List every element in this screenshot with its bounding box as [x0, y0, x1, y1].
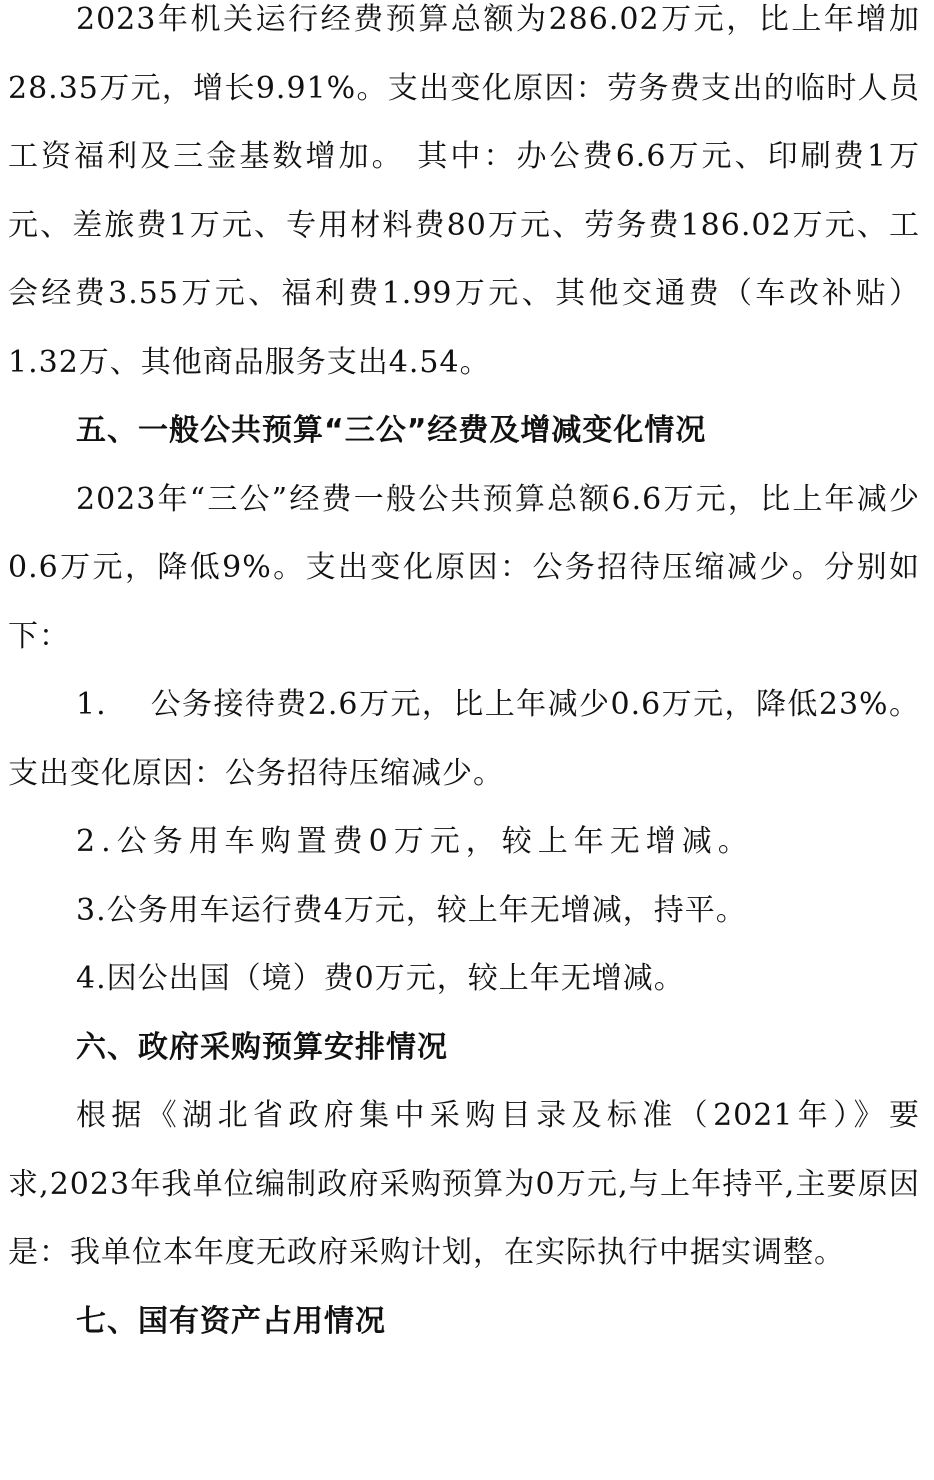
paragraph-procurement: 根据《湖北省政府集中采购目录及标准（2021年）》要求,2023年我单位编制政府采购预算为0万元,与上年持平,主要原因是：我单位本年度无政府采购计划，在实际执行中据实调整。: [8, 1098, 920, 1270]
list-item-2: 2.公务用车购置费0万元，较上年无增减。: [76, 824, 754, 859]
heading-section-7: 七、国有资产占用情况: [76, 1303, 386, 1339]
heading-section-5: 五、一般公共预算“三公”经费及增减变化情况: [76, 413, 707, 448]
paragraph-operating-expenses: 2023年机关运行经费预算总额为286.02万元，比上年增加28.35万元，增长9.91%。支出变化原因：劳务费支出的临时人员工资福利及三金基数增加。 其中：办公费6.6万元、印刷费1万元、差旅费1万元、专用材料费80万元、劳务费186.02万元、工会经费3.55万元、福利费1.99万元、其他交通费（车改补贴）1.32万、其他商品服务支出4.54。: [8, 2, 920, 380]
list-item-3: 3.公务用车运行费4万元，较上年无增减，持平。: [76, 892, 747, 928]
paragraph-three-public-expenses: 2023年“三公”经费一般公共预算总额6.6万元，比上年减少0.6万元，降低9%。支出变化原因：公务招待压缩减少。分别如下：: [8, 481, 920, 654]
list-item-1-number: 1.: [76, 687, 107, 722]
list-item-1: [8, 671, 920, 808]
list-item-4: 4.因公出国（境）费0万元，较上年无增减。: [76, 961, 685, 996]
heading-section-6: 六、政府采购预算安排情况: [76, 1029, 448, 1065]
list-item-1-text: 公务接待费2.6万元，比上年减少0.6万元，降低23%。支出变化原因：公务招待压缩减少。: [8, 687, 920, 791]
